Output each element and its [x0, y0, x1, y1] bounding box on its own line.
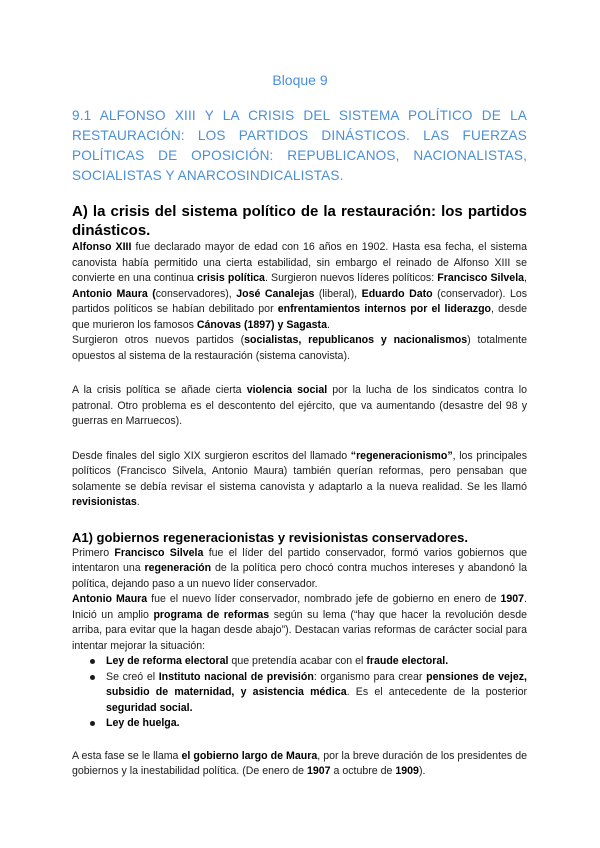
- bold-text: violencia social: [246, 384, 328, 396]
- bold-text: el gobierno largo de Maura: [181, 749, 318, 762]
- bullet-icon: [90, 675, 95, 680]
- text-run: Se creó el: [106, 670, 159, 683]
- text-run: Desde finales del siglo XIX surgieron escritos del llamado: [72, 449, 351, 462]
- text-run: , por la breve duración de los presidentes de gobiernos y la inestabilidad política. (De enero de: [72, 749, 528, 777]
- bold-text: socialistas, republicanos y nacionalismos: [244, 334, 468, 346]
- bold-text: seguridad social.: [106, 701, 193, 714]
- bold-text: Antonio Maura: [72, 593, 148, 605]
- text-run: Primero: [72, 546, 115, 559]
- section-a1-paragraph-3: [72, 749, 527, 780]
- text-run: A la crisis política se añade cierta: [72, 384, 247, 396]
- bold-text: Cánovas (1897) y Sagasta: [196, 318, 327, 331]
- bold-text: 1909: [395, 765, 419, 777]
- text-run: , los principales políticos (Francisco Silvela, Antonio Maura) también querían reformas, pero pensaban que solamente se debía revisar el sistema canovista y adaptarlo a la nueva realidad. Se les llamó: [72, 449, 527, 493]
- bold-text: fraude electoral.: [366, 655, 449, 667]
- section-a-paragraph-2: [72, 383, 527, 430]
- page-title: 9.1 ALFONSO XIII Y LA CRISIS DEL SISTEMA POLÍTICO DE LA RESTAURACIÓN: LOS PARTIDOS DINÁSTICOS. LAS FUERZAS POLÍTICAS DE OPOSICIÓN: REPUBLICANOS, NACIONALISTAS, SOCIALISTAS Y ANARCOSINDICALISTAS.: [72, 108, 527, 183]
- text-run: fue el líder del partido conservador, formó varios gobiernos que intentaron una: [72, 546, 527, 574]
- reforms-list: [72, 654, 527, 732]
- text-run: ) totalmente opuestos al sistema de la restauración (sistema canovista).: [72, 334, 527, 362]
- text-run: por la lucha de los sindicatos contra lo patronal. Otro problema es el descontento del ejército, que va aumentando (desastre del 98 y guerras en Marruecos).: [72, 384, 527, 427]
- list-item: [90, 654, 527, 670]
- bold-text: Ley de huelga.: [106, 717, 180, 729]
- text-run: a octubre de: [330, 765, 396, 777]
- bold-text: Francisco Silvela: [437, 272, 525, 284]
- document-body: [72, 202, 527, 780]
- section-a-paragraph-3: [72, 449, 527, 511]
- text-run: ,: [524, 272, 527, 284]
- text-run: (conservador). Los partidos políticos se habían debilitado por: [72, 287, 528, 315]
- text-run: fue declarado mayor de edad con 16 años en 1902. Hasta esa fecha, el sistema canovista había permitido una cierta estabilidad, sin embargo el reinado de Alfonso XIII se convierte en una continua: [72, 241, 528, 284]
- bold-text: Instituto nacional de previsión: [158, 670, 314, 683]
- text-run: según su lema (“hay que hacer la revolución desde arriba, para evitar que la hagan desde abajo”). Destacan varias reformas de carácter social para intentar mejorar la situación:: [72, 608, 527, 652]
- text-run: : organismo para crear: [313, 670, 427, 683]
- section-a1-paragraph-1: [72, 546, 527, 593]
- text-run: Surgieron otros nuevos partidos (: [72, 334, 245, 346]
- bold-text: “regeneracionismo”: [350, 449, 453, 462]
- text-run: de la política pero chocó contra muchos intereses y abandonó la política, dejando paso a un nuevo líder conservador.: [72, 562, 527, 590]
- text-run: fue el nuevo líder conservador, nombrado jefe de gobierno en enero de: [147, 593, 501, 605]
- text-run: , desde que murieron los famosos: [72, 303, 527, 331]
- text-run: . Inició un amplio: [72, 593, 527, 621]
- section-a-heading: A) la crisis del sistema político de la restauración: los partidos dinásticos.: [72, 203, 527, 239]
- block-label: Bloque 9: [272, 72, 328, 88]
- bold-text: programa de reformas: [153, 608, 270, 621]
- bullet-icon: [90, 721, 95, 726]
- bold-text: Francisco Silvela: [114, 546, 204, 559]
- text-run: . Surgieron nuevos líderes políticos:: [264, 272, 438, 284]
- bullet-icon: [90, 659, 95, 664]
- bold-text: revisionistas: [72, 496, 137, 508]
- bold-text: regeneración: [144, 562, 212, 574]
- text-run: que pretendía acabar con el: [228, 655, 367, 667]
- section-a1-heading: A1) gobiernos regeneracionistas y revisionistas conservadores.: [72, 529, 468, 545]
- bold-text: 1907: [306, 765, 331, 777]
- text-run: ).: [418, 765, 426, 777]
- bold-text: Antonio Maura (: [72, 287, 156, 300]
- section-a1-paragraph-2: [72, 592, 527, 654]
- text-run: (liberal),: [314, 287, 362, 300]
- text-run: .: [136, 496, 140, 508]
- text-run: A esta fase se le llama: [72, 749, 182, 762]
- bold-text: Eduardo Dato: [361, 287, 433, 300]
- text-run: . Es el antecedente de la posterior: [346, 686, 527, 698]
- bold-text: José Canalejas: [236, 287, 315, 300]
- list-item: [90, 670, 527, 717]
- section-a-paragraph-1: [72, 240, 527, 364]
- text-run: conservadores),: [155, 287, 237, 300]
- text-run: .: [326, 318, 330, 331]
- list-item: [90, 716, 527, 732]
- bold-text: pensiones de vejez, subsidio de maternidad, y asistencia médica: [106, 670, 527, 698]
- bold-text: crisis política: [197, 272, 265, 284]
- bold-text: Alfonso XIII: [72, 241, 132, 253]
- bold-text: Ley de reforma electoral: [106, 655, 229, 667]
- bold-text: enfrentamientos internos por el liderazgo: [277, 303, 492, 315]
- bold-text: 1907: [500, 593, 525, 605]
